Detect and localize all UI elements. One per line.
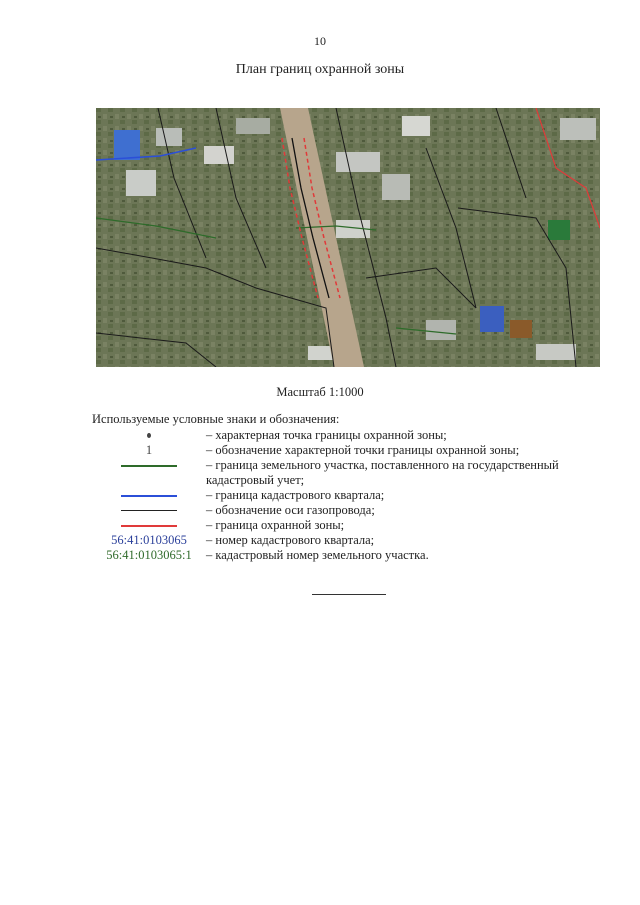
parcel-number-symbol: 56:41:0103065:1 <box>106 548 192 562</box>
legend-row-point <box>92 428 602 443</box>
legend-text: – номер кадастрового квартала; <box>206 533 375 547</box>
red-line-icon <box>121 525 177 527</box>
blue-line-icon <box>121 495 177 497</box>
legend-row-parcel-number <box>92 548 602 563</box>
map-scale: Масштаб 1:1000 <box>276 385 364 399</box>
legend-text: – характерная точка границы охранной зоны; <box>206 428 447 442</box>
legend-row-red-line <box>92 518 602 533</box>
page-title: План границ охранной зоны <box>235 62 405 77</box>
satellite-map <box>96 108 600 367</box>
legend-row-quarter-number <box>92 533 602 548</box>
legend-text: – граница охранной зоны; <box>206 518 345 532</box>
boundary-point-icon <box>147 433 151 438</box>
quarter-number-symbol: 56:41:0103065 <box>111 533 187 547</box>
legend-row-green-line <box>92 458 602 488</box>
legend-text: – обозначение оси газопровода; <box>206 503 375 517</box>
point-number-symbol: 1 <box>145 443 153 457</box>
legend-text: – обозначение характерной точки границы охранной зоны; <box>206 443 520 457</box>
green-line-icon <box>121 465 177 467</box>
legend-text: – граница земельного участка, поставленного на государственный кадастровый учет; <box>206 458 559 487</box>
legend-row-black-line <box>92 503 602 518</box>
end-divider <box>312 594 386 595</box>
page-number: 10 <box>314 34 326 48</box>
legend-text: – кадастровый номер земельного участка. <box>206 548 429 562</box>
black-line-icon <box>121 510 177 511</box>
legend-text: – граница кадастрового квартала; <box>206 488 385 502</box>
legend <box>92 428 602 563</box>
legend-row-point-label <box>92 443 602 458</box>
legend-row-blue-line <box>92 488 602 503</box>
map-image <box>96 108 600 367</box>
legend-heading: Используемые условные знаки и обозначения: <box>92 412 340 426</box>
